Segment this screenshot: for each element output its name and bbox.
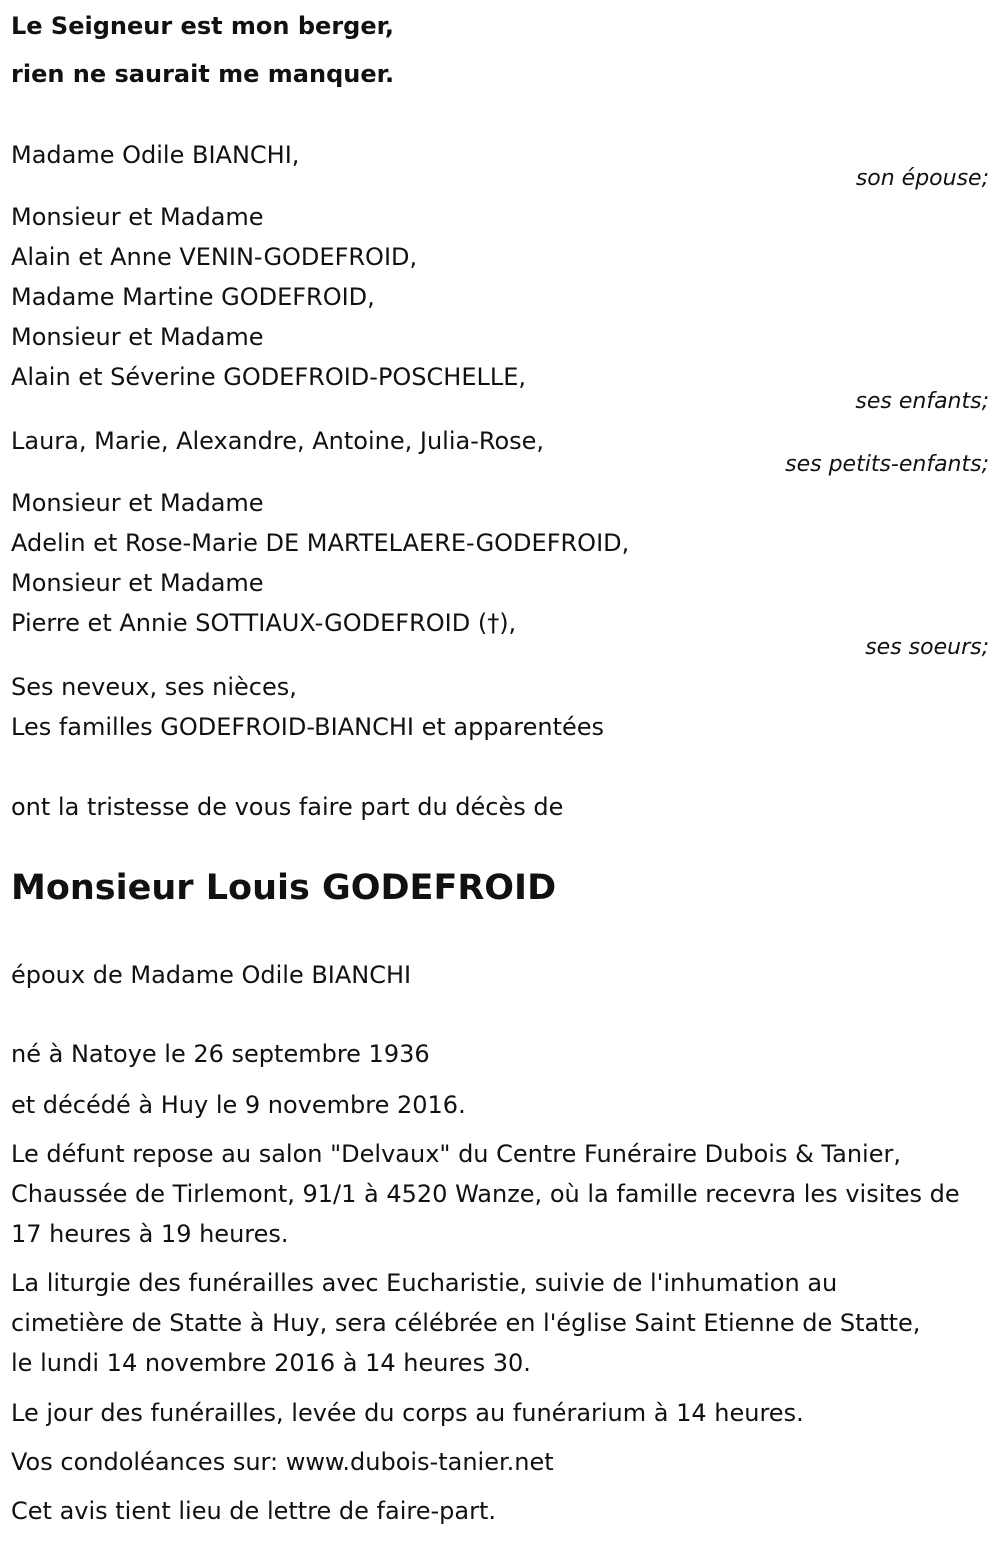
- announcement: ont la tristesse de vous faire part du décès de: [11, 793, 564, 821]
- liturgy-paragraph: La liturgie des funérailles avec Eucharistie, suivie de l'inhumation au cimetière de Statte à Huy, sera célébrée en l'église Saint Etienne de Statte, le lundi 14 novembre 2016 à 14 heures 30.: [11, 1269, 921, 1377]
- epigraph: [11, 2, 394, 98]
- sisters-list: [11, 483, 629, 643]
- notice-line: Cet avis tient lieu de lettre de faire-part.: [11, 1497, 496, 1525]
- sisters-line: Pierre et Annie SOTTIAUX-GODEFROID (†),: [11, 609, 517, 637]
- children-line: Monsieur et Madame: [11, 203, 264, 231]
- spouse-role: son épouse;: [855, 166, 989, 191]
- sisters-role: ses soeurs;: [865, 635, 989, 660]
- sisters-line: Monsieur et Madame: [11, 489, 264, 517]
- condolences-line: Vos condoléances sur: www.dubois-tanier.net: [11, 1448, 554, 1476]
- children-line: Alain et Séverine GODEFROID-POSCHELLE,: [11, 363, 527, 391]
- grandchildren-names: Laura, Marie, Alexandre, Antoine, Julia-Rose,: [11, 427, 545, 455]
- children-line: Monsieur et Madame: [11, 323, 264, 351]
- spouse-name: Madame Odile BIANCHI,: [11, 141, 300, 169]
- sisters-line: Adelin et Rose-Marie DE MARTELAERE-GODEFROID,: [11, 529, 630, 557]
- sisters-line: Monsieur et Madame: [11, 569, 264, 597]
- grandchildren-role: ses petits-enfants;: [785, 452, 989, 477]
- other-relatives: [11, 667, 604, 747]
- death-info: et décédé à Huy le 9 novembre 2016.: [11, 1091, 466, 1119]
- children-list: [11, 197, 526, 397]
- deceased-name: Monsieur Louis GODEFROID: [11, 868, 557, 908]
- rest-paragraph: Le défunt repose au salon "Delvaux" du Centre Funéraire Dubois & Tanier, Chaussée de Tirlemont, 91/1 à 4520 Wanze, où la famille recevra les visites de 17 heures à 19 heures.: [11, 1140, 960, 1248]
- other-relatives-line: Les familles GODEFROID-BIANCHI et apparentées: [11, 713, 605, 741]
- epigraph-line-2: rien ne saurait me manquer.: [11, 60, 395, 88]
- epigraph-line-1: Le Seigneur est mon berger,: [11, 12, 395, 40]
- children-role: ses enfants;: [855, 389, 989, 414]
- birth-info: né à Natoye le 26 septembre 1936: [11, 1040, 430, 1068]
- children-line: Alain et Anne VENIN-GODEFROID,: [11, 243, 418, 271]
- children-line: Madame Martine GODEFROID,: [11, 283, 375, 311]
- departure-line: Le jour des funérailles, levée du corps au funérarium à 14 heures.: [11, 1399, 804, 1427]
- other-relatives-line: Ses neveux, ses nièces,: [11, 673, 297, 701]
- deceased-spouse: époux de Madame Odile BIANCHI: [11, 961, 412, 989]
